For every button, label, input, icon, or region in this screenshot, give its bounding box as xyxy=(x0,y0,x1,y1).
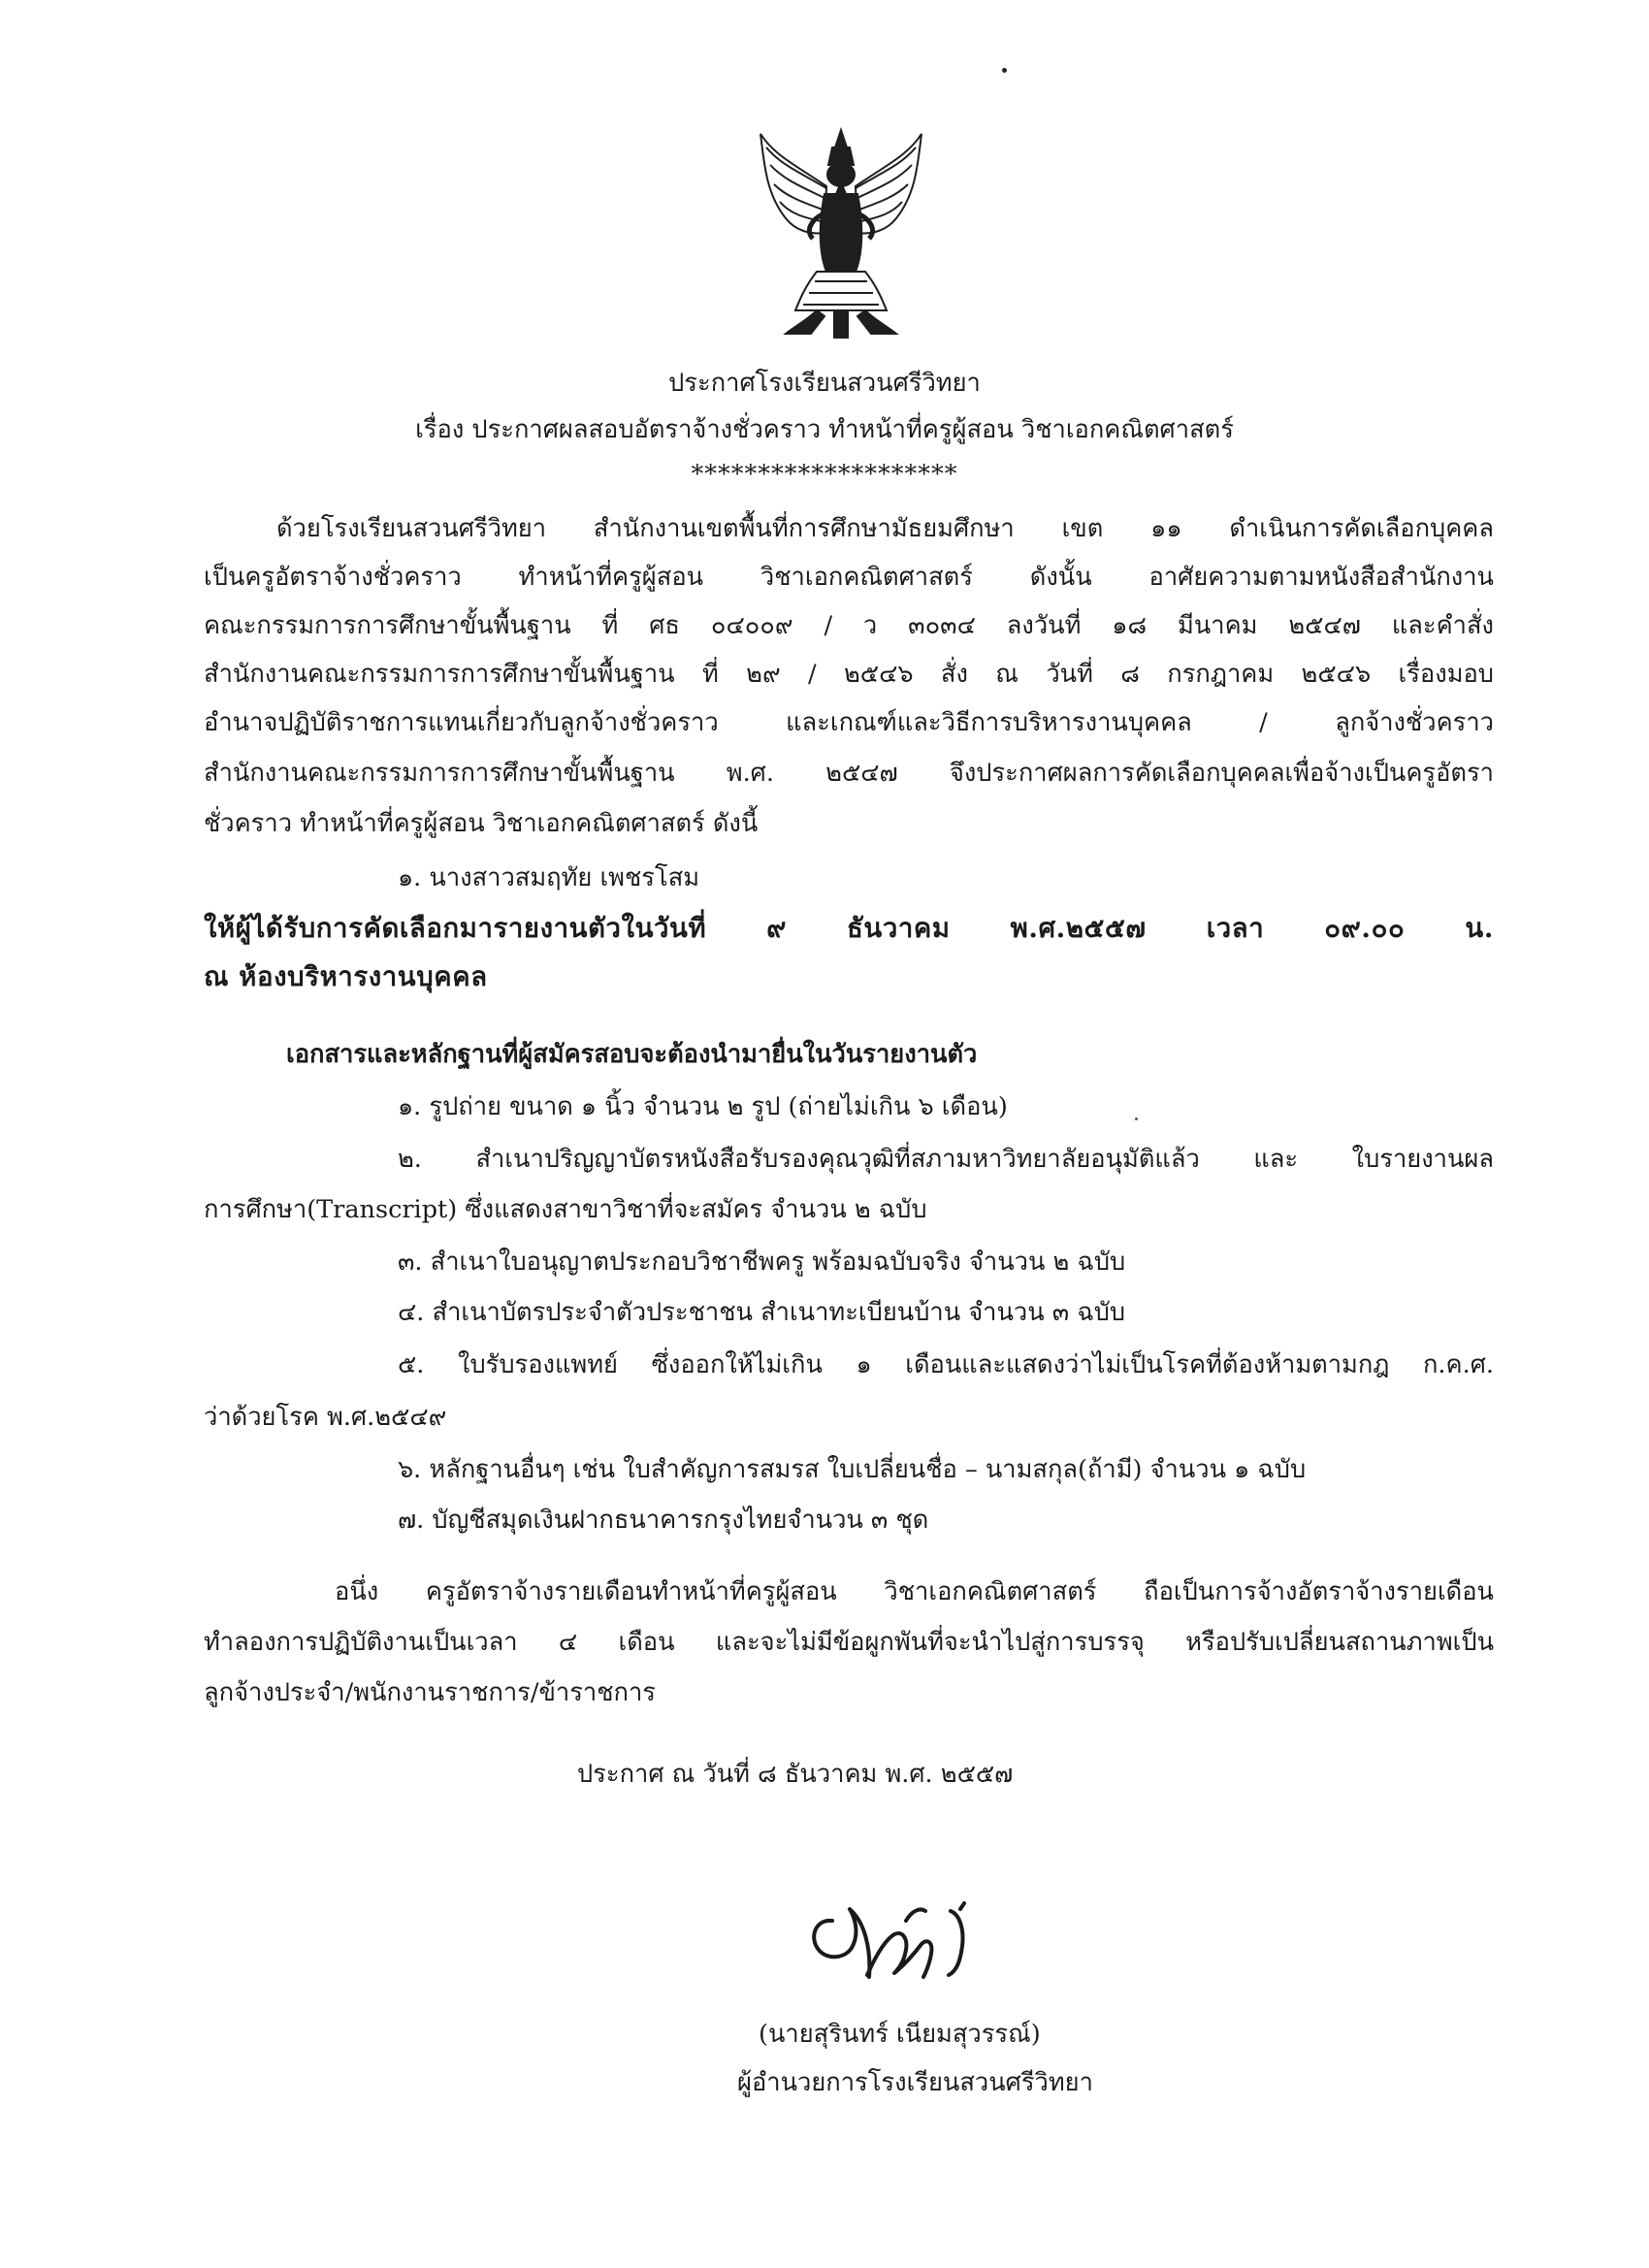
document-item: ๑. รูปถ่าย ขนาด ๑ นิ้ว จำนวน ๒ รูป (ถ่ายไม่เกิน ๖ เดือน) xyxy=(398,1092,1008,1121)
signer-title: ผู้อำนวยการโรงเรียนสวนศรีวิทยา xyxy=(737,2068,1093,2097)
document-item: ๓. สำเนาใบอนุญาตประกอบวิชาชีพครู พร้อมฉบับจริง จำนวน ๒ ฉบับ xyxy=(398,1247,1126,1277)
document-item: ๗. บัญชีสมุดเงินฝากธนาคารกรุงไทยจำนวน ๓ ชุด xyxy=(398,1506,929,1535)
separator-stars: ******************** xyxy=(691,460,958,489)
intro-line: สำนักงานคณะกรรมการการศึกษาขั้นพื้นฐาน พ.ศ. ๒๕๔๗ จึงประกาศผลการคัดเลือกบุคคลเพื่อจ้างเป็นครูอัตรา xyxy=(204,759,1494,788)
report-instruction: ให้ผู้ได้รับการคัดเลือกมารายงานตัวในวันที่ ๙ ธันวาคม พ.ศ.๒๕๕๗ เวลา ๐๙.๐๐ น. xyxy=(204,913,1494,944)
document-item: ๔. สำเนาบัตรประจำตัวประชาชน สำเนาทะเบียนบ้าน จำนวน ๓ ฉบับ xyxy=(398,1298,1126,1327)
intro-line: ด้วยโรงเรียนสวนศรีวิทยา สำนักงานเขตพื้นที่การศึกษามัธยมศึกษา เขต ๑๑ ดำเนินการคัดเลือกบุคคล xyxy=(276,514,1494,543)
intro-line: สำนักงานคณะกรรมการการศึกษาขั้นพื้นฐาน ที่ ๒๙ / ๒๕๔๖ สั่ง ณ วันที่ ๘ กรกฎาคม ๒๕๔๖ เรื่องมอบ xyxy=(204,660,1494,689)
handwritten-signature xyxy=(805,1882,999,1989)
report-location: ณ ห้องบริหารงานบุคคล xyxy=(204,961,488,992)
intro-line: เป็นครูอัตราจ้างชั่วคราว ทำหน้าที่ครูผู้สอน วิชาเอกคณิตศาสตร์ ดังนั้น อาศัยความตามหนังสือสำนักงาน xyxy=(204,563,1494,592)
documents-heading: เอกสารและหลักฐานที่ผู้สมัครสอบจะต้องนำมายื่นในวันรายงานตัว xyxy=(286,1040,978,1069)
note-line: ลูกจ้างประจำ/พนักงานราชการ/ข้าราชการ xyxy=(204,1678,656,1707)
announce-date: ประกาศ ณ วันที่ ๘ ธันวาคม พ.ศ. ๒๕๕๗ xyxy=(577,1760,1014,1789)
note-line: ทำลองการปฏิบัติงานเป็นเวลา ๔ เดือน และจะไม่มีข้อผูกพันที่จะนำไปสู่การบรรจุ หรือปรับเปลี่ยนสถานภาพเป็น xyxy=(204,1628,1494,1657)
document-item-continued: ว่าด้วยโรค พ.ศ.๒๕๔๙ xyxy=(204,1403,447,1432)
scan-speck xyxy=(1002,68,1007,73)
intro-line: ชั่วคราว ทำหน้าที่ครูผู้สอน วิชาเอกคณิตศาสตร์ ดังนี้ xyxy=(204,809,759,838)
signer-name: (นายสุรินทร์ เนียมสุวรรณ์) xyxy=(759,2020,1041,2049)
document-item: ๕. ใบรับรองแพทย์ ซึ่งออกให้ไม่เกิน ๑ เดือนและแสดงว่าไม่เป็นโรคที่ต้องห้ามตามกฎ ก.ค.ศ. xyxy=(398,1350,1494,1379)
announcement-subject: เรื่อง ประกาศผลสอบอัตราจ้างชั่วคราว ทำหน้าที่ครูผู้สอน วิชาเอกคณิตศาสตร์ xyxy=(415,415,1234,444)
garuda-emblem-icon xyxy=(757,126,926,344)
note-line: อนึ่ง ครูอัตราจ้างรายเดือนทำหน้าที่ครูผู้สอน วิชาเอกคณิตศาสตร์ ถือเป็นการจ้างอัตราจ้างรายเดือน xyxy=(335,1577,1494,1606)
intro-line: อำนาจปฏิบัติราชการแทนเกี่ยวกับลูกจ้างชั่วคราว และเกณฑ์และวิธีการบริหารงานบุคคล / ลูกจ้างชั่วคราว xyxy=(204,708,1494,737)
candidate-name: ๑. นางสาวสมฤทัย เพชรโสม xyxy=(398,863,700,892)
document-item: ๖. หลักฐานอื่นๆ เช่น ใบสำคัญการสมรส ใบเปลี่ยนชื่อ – นามสกุล(ถ้ามี) จำนวน ๑ ฉบับ xyxy=(398,1455,1307,1484)
scan-speck xyxy=(1135,1118,1138,1120)
document-item-continued: การศึกษา(Transcript) ซึ่งแสดงสาขาวิชาที่จะสมัคร จำนวน ๒ ฉบับ xyxy=(204,1195,927,1224)
intro-line: คณะกรรมการการศึกษาขั้นพื้นฐาน ที่ ศธ ๐๔๐๐๙ / ว ๓๐๓๔ ลงวันที่ ๑๘ มีนาคม ๒๕๔๗ และคำสั่ง xyxy=(204,611,1494,640)
announcement-title: ประกาศโรงเรียนสวนศรีวิทยา xyxy=(668,369,981,398)
document-item: ๒. สำเนาปริญญาบัตรหนังสือรับรองคุณวุฒิที่สภามหาวิทยาลัยอนุมัติแล้ว และ ใบรายงานผล xyxy=(398,1145,1494,1174)
